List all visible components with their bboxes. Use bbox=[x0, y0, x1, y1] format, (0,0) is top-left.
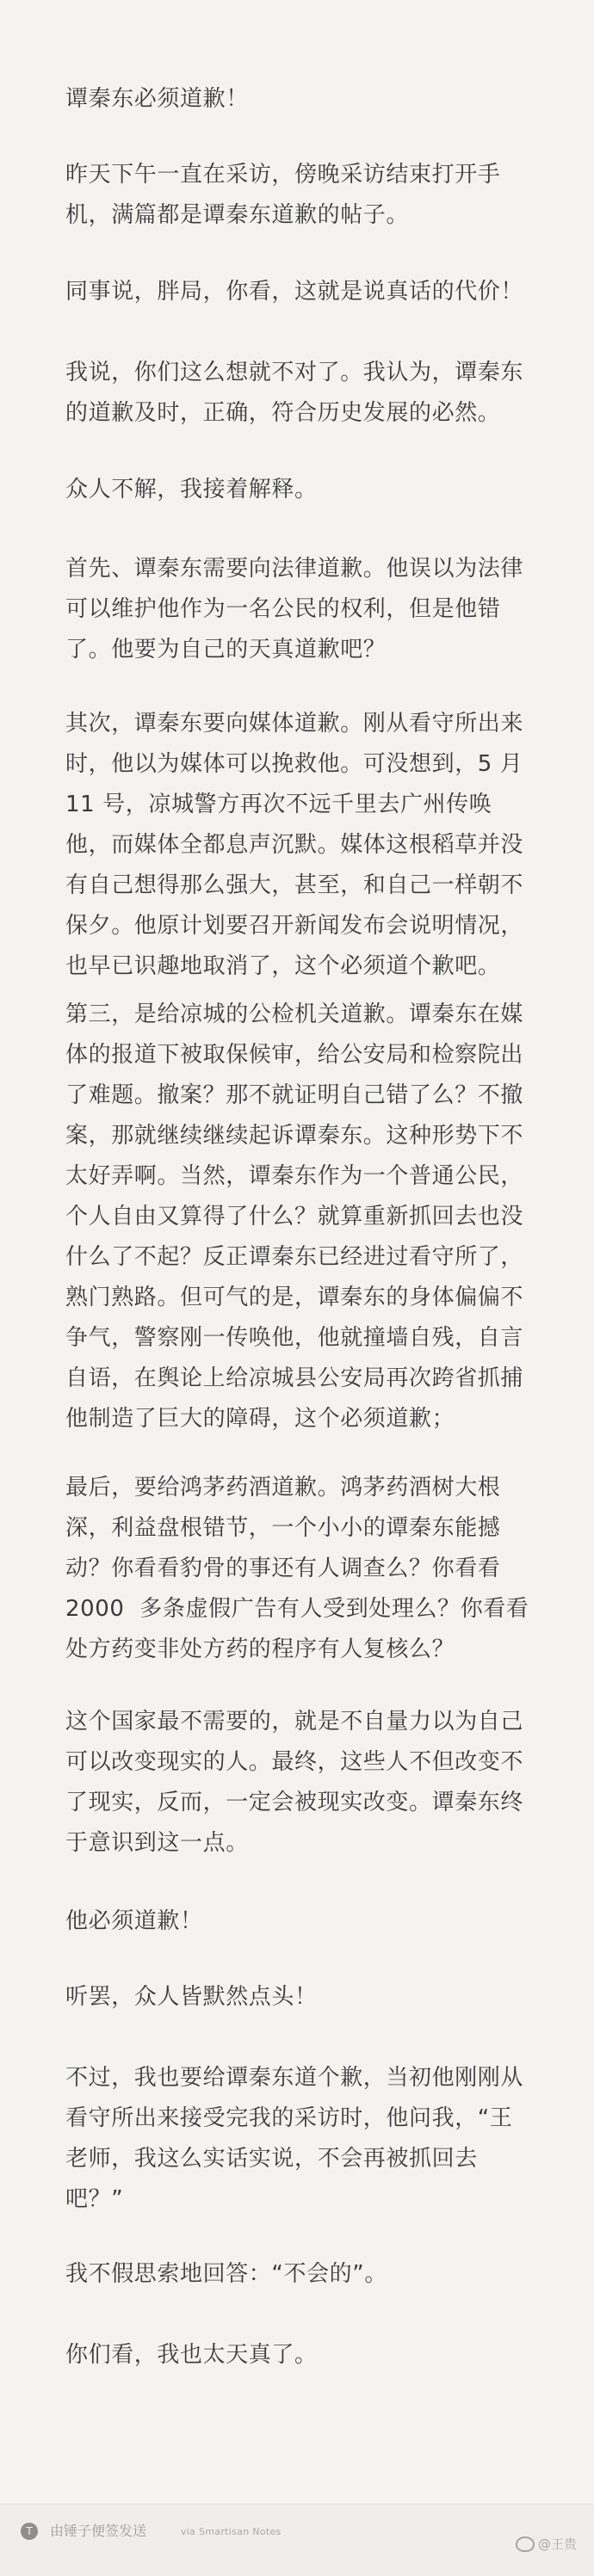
via-label: via Smartisan Notes bbox=[181, 2526, 282, 2537]
watermark-text: @王贵 bbox=[537, 2536, 577, 2552]
watermark bbox=[516, 2534, 577, 2554]
note-paragraph: 第三，是给凉城的公检机关道歉。谭秦东在媒 体的报道下被取保候审，给公安局和检察院出 了难题。撤案？那不就证明自己错了么？不撤 案，那就继续继续起诉谭秦东。这种形势下不 太好弄啊。当然，谭秦东作为一个普通公民， 个人自由又算得了什么？就算重新抓回去也没 什么了不起？反正谭秦东已经进过看守所了， 熟门熟路。但可气的是，谭秦东的身体偏偏不 争气，警察刚一传唤他，他就撞墙自残，自言 自语，在舆论上给凉城县公安局再次跨省抓捕 他制造了巨大的障碍，这个必须道歉； bbox=[65, 1001, 524, 1432]
note-paragraph: 我说，你们这么想就不对了。我认为，谭秦东 的道歉及时，正确，符合历史发展的必然。 bbox=[65, 360, 524, 426]
note-paragraph: 这个国家最不需要的，就是不自量力以为自己 可以改变现实的人。最终，这些人不但改变不 了现实，反而，一定会被现实改变。谭秦东终 于意识到这一点。 bbox=[65, 1709, 524, 1856]
note-paragraph: 谭秦东必须道歉！ bbox=[65, 86, 249, 112]
note-paragraph: 昨天下午一直在采访，傍晚采访结束打开手 机，满篇都是谭秦东道歉的帖子。 bbox=[65, 162, 501, 228]
note-paragraph: 众人不解，我接着解释。 bbox=[65, 477, 318, 502]
note-paragraph: 听罢，众人皆默然点头！ bbox=[65, 1984, 318, 2010]
weibo-icon bbox=[516, 2536, 535, 2552]
sent-from-label: 由锤子便签发送 bbox=[50, 2523, 147, 2539]
note-paragraph: 我不假思索地回答：“不会的”。 bbox=[65, 2261, 387, 2287]
note-paragraph: 不过，我也要给谭秦东道个歉，当初他刚刚从 看守所出来接受完我的采访时，他问我，“王 老师，我这么实话实说，不会再被抓回去 吧？” bbox=[65, 2065, 524, 2212]
note-paragraph: 同事说，胖局，你看，这就是说真话的代价！ bbox=[65, 279, 524, 305]
note-paragraph: 首先、谭秦东需要向法律道歉。他误以为法律 可以维护他作为一名公民的权利，但是他错 了。他要为自己的天真道歉吧？ bbox=[65, 556, 524, 662]
note-paragraph: 其次，谭秦东要向媒体道歉。刚从看守所出来 时，他以为媒体可以挽救他。可没想到，5 月 11 号，凉城警方再次不远千里去广州传唤 他，而媒体全都息声沉默。媒体这根稻草并没 有自己想得那么强大，甚至，和自己一样朝不 保夕。他原计划要召开新闻发布会说明情况， 也早已识趣地取消了，这个必须道个歉吧。 bbox=[65, 711, 524, 979]
note-paragraph: 你们看，我也太天真了。 bbox=[65, 2342, 318, 2368]
note-paragraph: 最后，要给鸿茅药酒道歉。鸿茅药酒树大根 深，利益盘根错节，一个小小的谭秦东能撼 动？你看看豹骨的事还有人调查么？你看看 2000 多条虚假广告有人受到处理么？你看看 处方药变非处方药的程序有人复核么？ bbox=[65, 1475, 529, 1662]
note-paragraph: 他必须道歉！ bbox=[65, 1908, 203, 1934]
smartisan-logo-icon: T bbox=[21, 2523, 38, 2540]
